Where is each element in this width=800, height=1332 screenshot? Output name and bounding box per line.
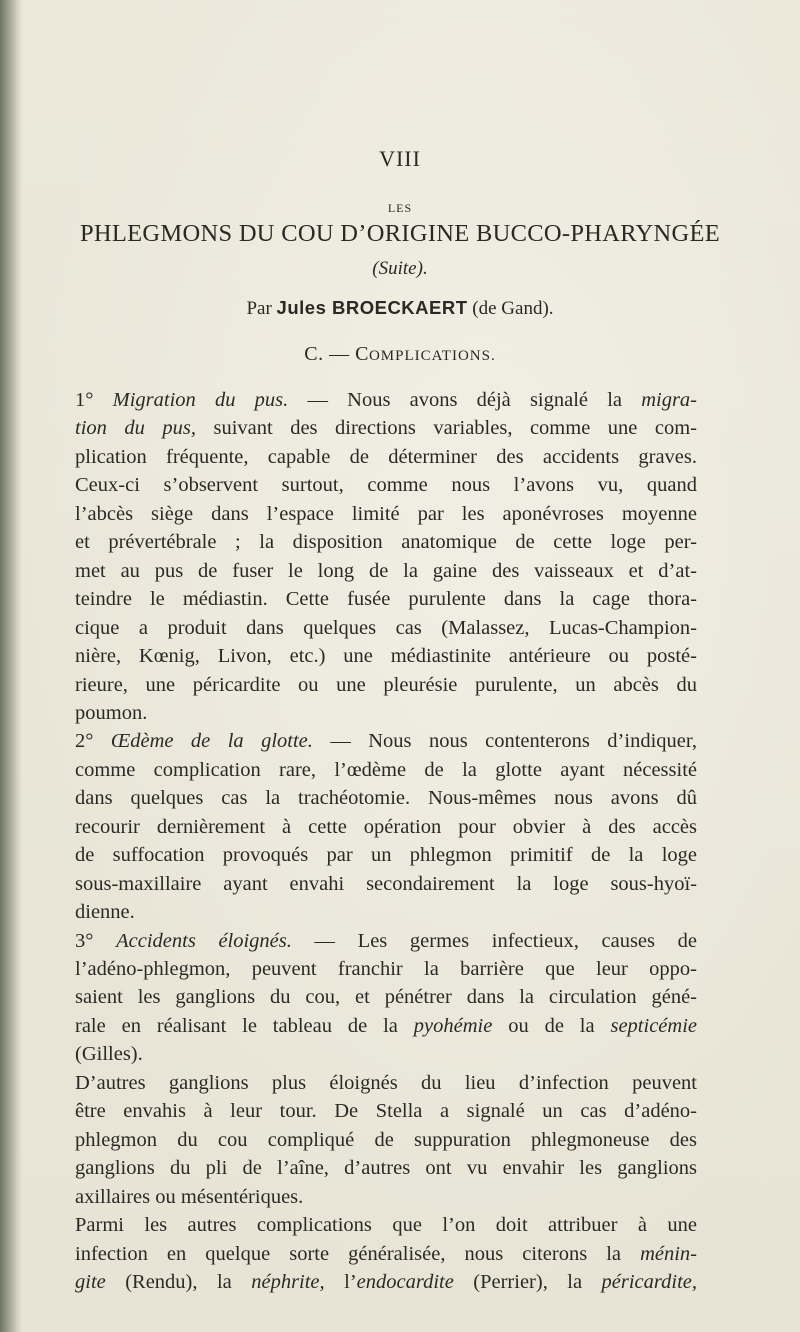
text-span: — Nous nous contenterons d’indiquer, [312, 730, 697, 753]
text-span: poumon. [75, 702, 148, 724]
text-span: saient les ganglions du cou, et pénétrer dans la circulation géné- [75, 986, 697, 1009]
text-span: dienne. [75, 901, 135, 924]
chapter-number: VIII [379, 146, 421, 171]
italic-text: gite [75, 1270, 106, 1293]
text-line [75, 443, 697, 471]
title-prefix: LES [387, 201, 413, 215]
text-line [75, 813, 697, 841]
author-line [0, 297, 800, 320]
text-line [75, 1012, 697, 1040]
text-span: ou de la [492, 1014, 611, 1037]
text-span: rale en réalisant le tableau de la [75, 1014, 414, 1037]
text-line [75, 500, 697, 528]
text-span: rieure, une péricardite ou une pleurésie purulente, un abcès du [75, 673, 697, 696]
text-span: infection en quelque sorte généralisée, nous citerons la [75, 1242, 641, 1265]
text-span: être envahis à leur tour. De Stella a signalé un cas d’adéno- [75, 1100, 697, 1123]
text-span: et prévertébrale ; la disposition anatomique de cette loge per- [75, 531, 697, 554]
text-span: Ceux-ci s’observent surtout, comme nous l’avons vu, quand [75, 474, 697, 497]
author-suffix: (de Gand). [472, 298, 554, 319]
text-span: de suffocation provoqués par un phlegmon primitif de la loge [75, 844, 697, 867]
section-heading [0, 343, 800, 366]
binding-gutter [0, 0, 22, 1332]
italic-text: septicémie [610, 1014, 697, 1037]
text-line [75, 528, 697, 556]
text-line [75, 983, 697, 1011]
italic-text: endocardite [356, 1270, 454, 1293]
text-span: Parmi les autres complications que l’on doit attribuer à une [75, 1214, 697, 1236]
article-subtitle: (Suite). [372, 258, 428, 279]
italic-text: Migration du pus. [112, 389, 289, 411]
article-title: PHLEGMONS DU COU D’ORIGINE BUCCO-PHARYNGÉE [79, 220, 721, 247]
text-line [75, 671, 697, 699]
text-line [75, 1097, 697, 1125]
text-line [75, 614, 697, 642]
italic-text: ménin- [640, 1242, 697, 1265]
text-span: (Rendu), la [105, 1270, 252, 1293]
text-line [75, 1040, 697, 1068]
text-span: l’ [324, 1270, 357, 1293]
text-span: — Les germes infectieux, causes de [291, 929, 698, 952]
text-line [75, 642, 697, 670]
text-span: (Gilles). [75, 1043, 143, 1066]
text-line [75, 471, 697, 499]
italic-text: néphrite, [251, 1270, 325, 1293]
text-line [75, 1211, 697, 1239]
text-line [75, 1183, 697, 1211]
text-line [75, 1154, 697, 1182]
text-span: l’adéno-phlegmon, peuvent franchir la barrière que leur oppo- [75, 958, 697, 980]
text-span: D’autres ganglions plus éloignés du lieu d’infection peuvent [75, 1071, 697, 1094]
text-span: (Perrier), la [453, 1270, 602, 1293]
text-line [75, 870, 697, 898]
text-span: ganglions du pli de l’aîne, d’autres ont vu envahir les ganglions [75, 1157, 697, 1180]
text-span: teindre le médiastin. Cette fusée purulente dans la cage thora- [75, 588, 697, 611]
author-prefix: Par [246, 298, 272, 319]
text-span: comme complication rare, l’œdème de la glotte ayant nécessité [75, 758, 697, 781]
text-span: — Nous avons déjà signalé la [288, 389, 642, 411]
text-line [75, 955, 697, 983]
text-line [75, 898, 697, 926]
author-name: Jules BROECKAERT [276, 297, 468, 318]
section-title: OMPLICATIONS. [368, 348, 496, 364]
text-line [75, 1268, 697, 1296]
italic-text: Œdème de la glotte. [110, 730, 313, 753]
text-span: recourir dernièrement à cette opération pour obvier à des accès [75, 815, 697, 838]
text-line [75, 784, 697, 812]
text-line [75, 699, 697, 727]
text-line [75, 841, 697, 869]
text-line [75, 1240, 697, 1268]
text-line [75, 585, 697, 613]
text-span: 2° [75, 730, 111, 753]
text-span: 1° [75, 389, 113, 411]
text-span: phlegmon du cou compliqué de suppuration phlegmoneuse des [75, 1128, 697, 1151]
italic-text: tion du pus, [75, 417, 196, 440]
section-letter: C. — C [304, 343, 369, 365]
italic-text: pyohémie [413, 1014, 493, 1037]
text-line [75, 927, 697, 955]
text-line [75, 414, 697, 442]
italic-text: péricardite, [601, 1270, 697, 1293]
text-span: nière, Kœnig, Livon, etc.) une médiastinite antérieure ou posté- [75, 645, 697, 667]
italic-text: Accidents éloignés. [116, 929, 292, 952]
text-line [75, 1126, 697, 1154]
text-span: sous-maxillaire ayant envahi secondairement la loge sous-hyoï- [75, 872, 697, 895]
text-line [75, 1069, 697, 1097]
text-span: cique a produit dans quelques cas (Malassez, Lucas-Champion- [75, 616, 697, 639]
text-span: plication fréquente, capable de déterminer des accidents graves. [75, 445, 697, 468]
text-span: l’abcès siège dans l’espace limité par les aponévroses moyenne [75, 502, 697, 525]
text-span: axillaires ou mésentériques. [75, 1185, 304, 1208]
text-line [75, 557, 697, 585]
text-span: met au pus de fuser le long de la gaine des vaisseaux et d’at- [75, 559, 697, 582]
italic-text: migra- [641, 389, 697, 411]
text-span: suivant des directions variables, comme une com- [195, 417, 697, 440]
text-span: 3° [75, 929, 117, 952]
text-line [75, 756, 697, 784]
text-line [75, 386, 697, 414]
text-line [75, 727, 697, 755]
text-span: dans quelques cas la trachéotomie. Nous-mêmes nous avons dû [75, 787, 697, 810]
